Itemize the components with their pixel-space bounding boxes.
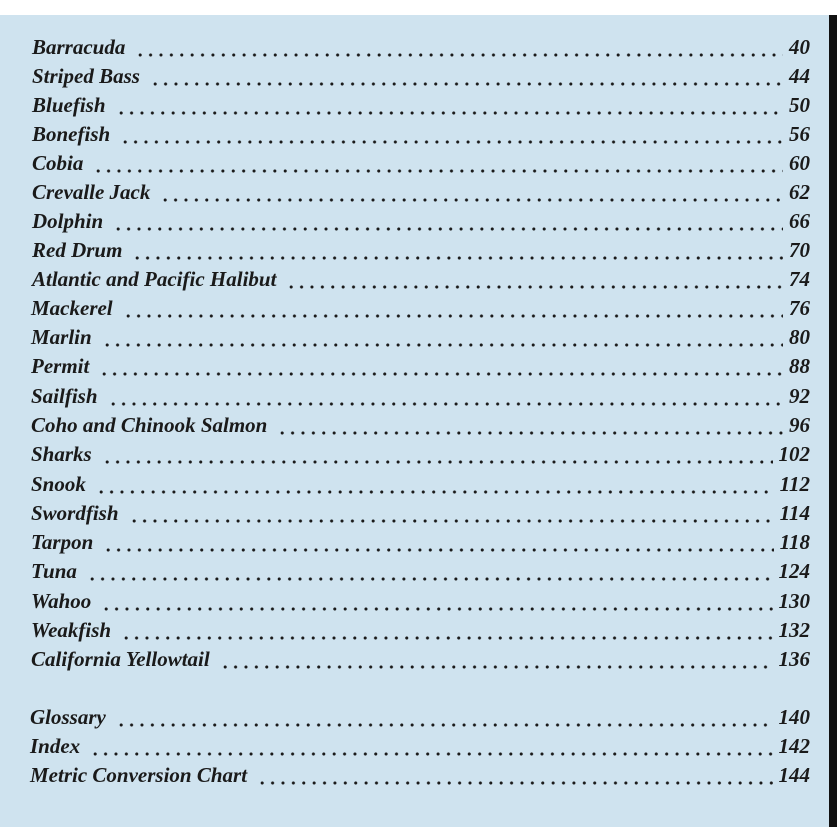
toc-entry[interactable] (31, 472, 810, 500)
dot-leader (150, 82, 783, 86)
toc-entry-title: Barracuda (32, 35, 126, 59)
toc-entry-page: 140 (778, 705, 810, 729)
toc-entry-page: 132 (778, 618, 810, 642)
toc-entry-page: 144 (778, 763, 810, 787)
toc-entry-page: 124 (778, 559, 810, 583)
dot-leader (102, 460, 773, 464)
dot-leader (93, 169, 783, 173)
toc-entry-title: Bluefish (32, 93, 106, 117)
dot-leader (121, 636, 772, 640)
toc-entry-title: Marlin (31, 325, 92, 349)
toc-entry-title: Glossary (30, 705, 106, 729)
toc-entry-page: 102 (778, 442, 810, 466)
toc-appendix-entry[interactable] (30, 734, 810, 762)
dot-leader (101, 607, 772, 611)
dot-leader (160, 198, 783, 202)
toc-entry[interactable] (31, 296, 810, 324)
toc-entry-title: Mackerel (31, 296, 113, 320)
toc-entry[interactable] (31, 501, 810, 529)
toc-entry-page: 112 (779, 472, 810, 496)
toc-entry[interactable] (31, 354, 810, 382)
toc-entry-page: 114 (779, 501, 810, 525)
toc-entry-title: Snook (31, 472, 86, 496)
toc-entry[interactable] (32, 238, 810, 266)
toc-entry-title: Crevalle Jack (32, 180, 151, 204)
toc-entry[interactable] (31, 559, 810, 587)
toc-entry[interactable] (32, 122, 810, 150)
toc-entry-title: Red Drum (32, 238, 123, 262)
toc-entry-page: 50 (789, 93, 810, 117)
toc-entry-page: 60 (789, 151, 810, 175)
toc-entry[interactable] (31, 589, 810, 617)
toc-entry[interactable] (32, 93, 810, 121)
dot-leader (120, 140, 783, 144)
toc-entry[interactable] (32, 180, 810, 208)
toc-entry-title: Coho and Chinook Salmon (31, 413, 268, 437)
toc-entry[interactable] (31, 647, 810, 675)
toc-entry-title: Weakfish (31, 618, 112, 642)
toc-entry-title: California Yellowtail (31, 647, 210, 671)
toc-entry-title: Striped Bass (32, 64, 140, 88)
toc-entry-page: 136 (778, 647, 810, 671)
dot-leader (96, 490, 774, 494)
toc-entry[interactable] (32, 64, 810, 92)
toc-entry-page: 80 (789, 325, 810, 349)
toc-entry[interactable] (31, 530, 810, 558)
toc-entry[interactable] (31, 442, 810, 470)
dot-leader (113, 227, 783, 231)
toc-entry-title: Tuna (31, 559, 77, 583)
toc-entry[interactable] (31, 618, 810, 646)
dot-leader (99, 372, 783, 376)
toc-entry-page: 88 (789, 354, 810, 378)
dot-leader (132, 256, 783, 260)
toc-entry-page: 118 (779, 530, 810, 554)
toc-entry-title: Sailfish (31, 384, 98, 408)
toc-entry[interactable] (31, 413, 810, 441)
toc-entry-title: Index (30, 734, 81, 758)
toc-entry-page: 40 (789, 35, 810, 59)
dot-leader (286, 285, 783, 289)
toc-entry-page: 76 (789, 296, 810, 320)
toc-entry-title: Dolphin (32, 209, 104, 233)
dot-leader (129, 519, 774, 523)
dot-leader (87, 577, 773, 581)
toc-page-background (0, 15, 829, 827)
dot-leader (103, 548, 773, 552)
toc-entry-title: Permit (31, 354, 90, 378)
toc-entry-page: 56 (789, 122, 810, 146)
toc-entry-title: Tarpon (31, 530, 94, 554)
toc-entry[interactable] (32, 35, 810, 63)
toc-entry-title: Wahoo (31, 589, 92, 613)
dot-leader (116, 723, 773, 727)
toc-entry-title: Sharks (31, 442, 92, 466)
toc-entry-page: 44 (789, 64, 810, 88)
toc-entry-page: 142 (778, 734, 810, 758)
toc-entry-title: Swordfish (31, 501, 119, 525)
toc-entry[interactable] (31, 384, 810, 412)
toc-entry-page: 62 (789, 180, 810, 204)
toc-entry-page: 70 (789, 238, 810, 262)
toc-entry-title: Metric Conversion Chart (30, 763, 248, 787)
dot-leader (257, 781, 772, 785)
dot-leader (135, 53, 783, 57)
toc-entry-page: 74 (789, 267, 810, 291)
dot-leader (116, 111, 783, 115)
toc-entry-page: 130 (778, 589, 810, 613)
dot-leader (90, 752, 772, 756)
toc-entry[interactable] (31, 325, 810, 353)
dot-leader (123, 314, 783, 318)
toc-entry-page: 66 (789, 209, 810, 233)
toc-entry-page: 92 (789, 384, 810, 408)
book-spine-edge (829, 15, 837, 827)
toc-entry-title: Atlantic and Pacific Halibut (32, 267, 277, 291)
dot-leader (108, 402, 783, 406)
toc-entry[interactable] (32, 151, 810, 179)
toc-appendix-entry[interactable] (30, 705, 810, 733)
toc-entry[interactable] (32, 267, 810, 295)
toc-appendix-entry[interactable] (30, 763, 810, 791)
toc-entry[interactable] (32, 209, 810, 237)
toc-entry-page: 96 (789, 413, 810, 437)
toc-entry-title: Bonefish (32, 122, 111, 146)
dot-leader (102, 343, 783, 347)
dot-leader (220, 665, 773, 669)
table-of-contents (0, 15, 829, 827)
toc-entry-title: Cobia (32, 151, 84, 175)
dot-leader (277, 431, 783, 435)
